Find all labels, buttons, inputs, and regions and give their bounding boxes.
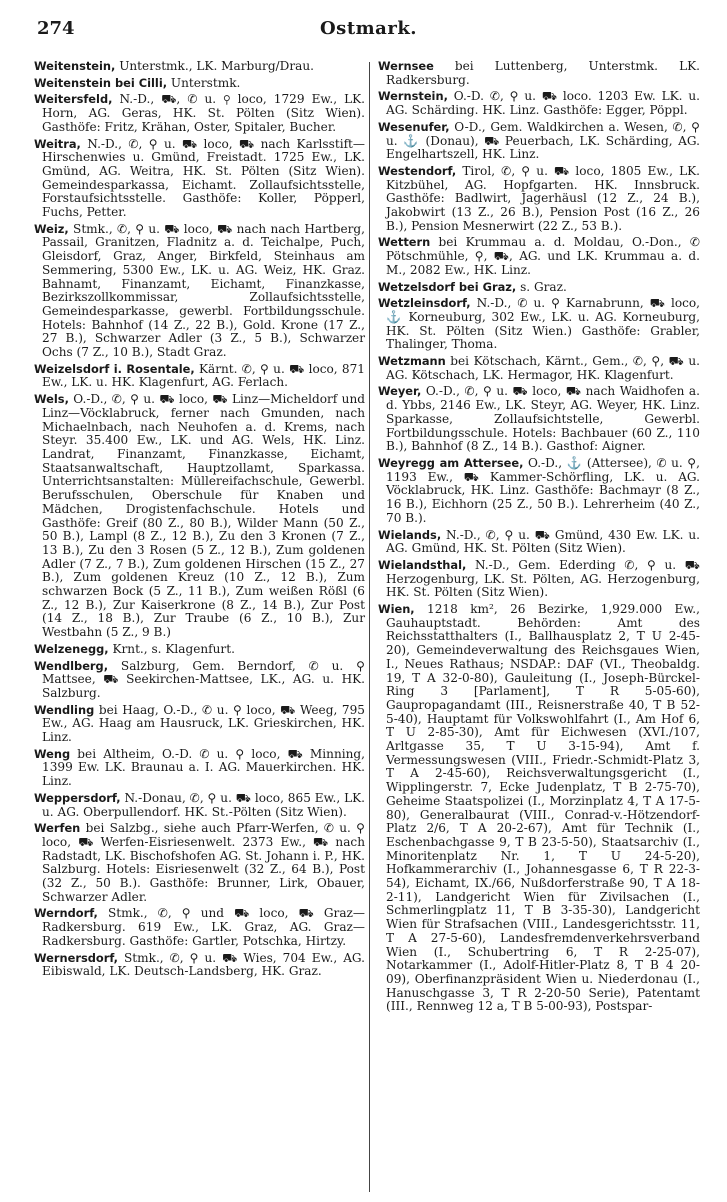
entry-text: 1218 km², 26 Bezirke, 1,929.000 Ew., Gauhauptstadt. Behörden: Amt des Reichsstatthalters (I., Ballhausplatz 2, T U 2-45-20), Gemeindeverwaltung des Reichsgaues Wien, I., Neues Rathaus; NSDAP.: DAF (VI., Theobaldg. 19, T A 32-0-80), Gauleitung (I., Joseph-Bürckel-Ring 3 [Parlament], T R 5-05-60), Gaupropagandamt (III., Reisnerstraße 40, T B 52-5-40), Hauptamt für Volkswohlfahrt (I., Am Hof 6, T U 2-85-30), Amt für Eichwesen (XVI./107, Arltgasse 35, T U 3-15-94), Amt f. Vermessungswesen (VIII., Friedr.-Schmidt-Platz 3, T A 2-45-60), Reichsverwaltungsgericht (I., Wipplingerstr. 7, Ecke Judenplatz, T B 2-75-70), Geheime Staatspolizei (I., Morzinplatz 4, T A 17-5-80), Generalbaurat (VIII., Conrad-v.-Hötzendorf-Platz 2/6, T A 20-2-67), Amt für Technik (I., Eschenbachgasse 9, T B 23-5-50), Staatsarchiv (I., Minoritenplatz Nr. 1, T U 24-5-20), Hofkammerarchiv (I., Johannesgasse 6, T R 22-3-54), Eichamt, IX./66, Nußdorferstraße 90, T A 18-2-11), Landgericht Wien für Zivilsachen (I., Schmerlingplatz 11, T B 3-35-30), Landgericht Wien für Strafsachen (VIII., Landesgerichtsstr. 11, T A 27-5-60), Landesfremdenverkehrsverband Wien (I., Schubertring 6, T R 2-25-07), Notarkammer (I., Adolf-Hitler-Platz 8, T B 4 20-09), Oberfinanzpräsident Wien u. Niederdonau (I., Hanuschgasse 3, T R 2-20-50 Serie), Patentamt (III., Rennweg 12 a, T B 5-00-93), Postspar-	[386, 602, 700, 1014]
entry-headword: Welzenegg,	[34, 641, 109, 656]
entry-text: Stmk., ✆, ⚲ und ⛟ loco, ⛟ Graz—Radkersburg. 619 Ew., LK. Graz, AG. Graz—Radkersburg. Gasthöfe: Gartler, Potschka, Hirtzy.	[42, 906, 365, 948]
entry-text: N.-D., ✆ u. ⚲ Karnabrunn, ⛟ loco, ⚓ Korneuburg, 302 Ew., LK. u. AG. Korneuburg, HK. St. Pölten (Sitz Wien.) Gasthöfe: Grabler, Thalinger, Thoma.	[386, 296, 700, 352]
entry-text: bei Kötschach, Kärnt., Gem., ✆, ⚲, ⛟ u. AG. Kötschach, LK. Hermagor, HK. Klagenfurt.	[386, 354, 700, 382]
entry-headword: Weppersdorf,	[34, 790, 121, 805]
directory-entry	[34, 822, 365, 904]
entry-text: Stmk., ✆, ⚲ u. ⛟ loco, ⛟ nach nach Hartberg, Passail, Granitzen, Fladnitz a. d. Teichalpe, Puch, Gleisdorf, Graz, Anger, Birkfeld, Steinhaus am Semmering, 5300 Ew., LK. u. AG. Weiz, HK. Graz. Bahnamt, Finanzamt, Eichamt, Finanzkasse, Bezirkszollkommissar, Zollaufsichtsstelle, Gemeindesparkasse, gewerbl. Fortbildungsschule. Hotels: Bahnhof (14 Z., 22 B.), Gold. Krone (17 Z., 27 B.), Schwarzer Adler (3 Z., 5 B.), Schwarzer Ochs (7 Z., 10 B.), Stadt Graz.	[42, 221, 365, 360]
directory-entry	[34, 704, 365, 745]
entry-headword: Wesenufer,	[378, 119, 450, 134]
entry-headword: Wernersdorf,	[34, 950, 118, 965]
entry-text: N.-D., ✆, ⚲ u. ⛟ loco, ⛟ nach Karlsstift—Hirschenwies u. Gmünd, Freistadt. 1725 Ew., LK. Gmünd, AG. Weitra, HK. St. Pölten (Sitz Wien). Gemeindesparkassa, Eichamt. Zollaufsichtsstelle, Forstaufsichtsstelle. Gasthöfe: Koller, Pöpperl, Fuchs, Petter.	[42, 136, 365, 220]
entry-headword: Wettern	[378, 235, 431, 250]
directory-entry	[378, 165, 700, 234]
entry-headword: Wetzelsdorf bei Graz,	[378, 279, 517, 294]
directory-entry	[34, 138, 365, 220]
directory-entry	[378, 60, 700, 87]
directory-entry	[34, 792, 365, 819]
directory-entry	[34, 907, 365, 948]
entry-text: Unterstmk.	[167, 75, 241, 90]
entry-text: Krnt., s. Klagenfurt.	[108, 641, 235, 656]
entry-headword: Weiz,	[34, 221, 69, 236]
entry-headword: Wielands,	[378, 527, 442, 542]
entry-text: bei Haag, O.-D., ✆ u. ⚲ loco, ⛟ Weeg, 795 Ew., AG. Haag am Hausruck, LK. Grieskirchen, HK. Linz.	[42, 702, 365, 745]
entry-text: Salzburg, Gem. Berndorf, ✆ u. ⚲ Mattsee, ⛟ Seekirchen-Mattsee, LK., AG. u. HK. Salzburg.	[42, 658, 365, 700]
entry-text: N.-D., ⛟, ✆ u. ⚲ loco, 1729 Ew., LK. Horn, AG. Geras, HK. St. Pölten (Sitz Wien). Gasthöfe: Fritz, Krähan, Oster, Spitaler, Bucher.	[42, 92, 365, 134]
directory-entry	[34, 77, 365, 91]
entry-headword: Weng	[34, 746, 71, 761]
entry-headword: Weitra,	[34, 136, 81, 151]
entry-headword: Weitenstein,	[34, 59, 116, 73]
directory-entry	[378, 559, 700, 600]
entry-text: Stmk., ✆, ⚲ u. ⛟ Wies, 704 Ew., AG. Eibiswald, LK. Deutsch-Landsberg, HK. Graz.	[42, 950, 365, 979]
entry-text: Unterstmk., LK. Marburg/Drau.	[115, 59, 314, 73]
entry-text: O.-D., ✆, ⚲ u. ⛟ loco, ⛟ nach Waidhofen a. d. Ybbs, 2146 Ew., LK. Steyr, AG. Weyer, HK. Linz. Sparkasse, Zollaufsichtstelle, Gewerbl. Fortbildungsschule. Hotels: Bachbauer (60 Z., 110 B.), Bahnhof (8 Z., 14 B.). Gasthof: Aigner.	[386, 384, 700, 454]
directory-entry	[34, 952, 365, 979]
entry-text: O.-D. ✆, ⚲ u. ⛟ loco. 1203 Ew. LK. u. AG. Schärding. HK. Linz. Gasthöfe: Egger, Pöppl.	[386, 89, 700, 118]
entry-text: bei Luttenberg, Unterstmk. LK. Radkersburg.	[386, 59, 700, 87]
entry-headword: Weyer,	[378, 384, 422, 399]
entry-headword: Wetzleinsdorf,	[378, 296, 471, 311]
entry-headword: Werndorf,	[34, 906, 98, 921]
entry-headword: Weitenstein bei Cilli,	[34, 75, 168, 90]
directory-entry	[34, 223, 365, 360]
entry-headword: Wendling	[34, 702, 95, 717]
entry-headword: Wels,	[34, 392, 69, 407]
entry-headword: Wernsee	[378, 59, 434, 73]
entry-headword: Weyregg am Attersee,	[378, 455, 524, 470]
entry-text: N.-Donau, ✆, ⚲ u. ⛟ loco, 865 Ew., LK. u. AG. Oberpullendorf. HK. St.-Pölten (Sitz Wien).	[42, 790, 365, 819]
directory-entry	[378, 457, 700, 526]
entry-headword: Wetzmann	[378, 354, 446, 369]
directory-entry	[378, 90, 700, 117]
directory-entry	[378, 121, 700, 162]
entry-headword: Wernstein,	[378, 89, 448, 104]
directory-entry	[378, 297, 700, 352]
page-number: 274	[37, 18, 75, 39]
right-column	[378, 60, 700, 1017]
entry-text: Kärnt. ✆, ⚲ u. ⛟ loco, 871 Ew., LK. u. HK. Klagenfurt, AG. Ferlach.	[42, 361, 365, 390]
directory-entry	[378, 529, 700, 556]
entry-text: bei Salzbg., siehe auch Pfarr-Werfen, ✆ u. ⚲ loco, ⛟ Werfen-Eisriesenwelt. 2373 Ew., ⛟ nach Radstadt, LK. Bischofshofen AG. St. Johann i. P., HK. Salzburg. Hotels: Eisriesenwelt (32 Z., 64 B.), Post (32 Z., 50 B.). Gasthöfe: Brunner, Lirk, Obauer, Schwarzer Adler.	[42, 821, 365, 904]
entry-text: O.-D., ✆, ⚲ u. ⛟ loco, ⛟ Linz—Micheldorf und Linz—Vöcklabruck, ferner nach Gmunden, nach Michaelnbach, nach Neuhofen a. d. Krems, nach Steyr. 35.400 Ew., LK. und AG. Wels, HK. Linz. Landrat, Finanzamt, Finanzkasse, Eichamt, Staatsanwaltschaft, Hauptzollamt, Sparkassa. Unterrichtsanstalten: Müllereifachschule, Gewerbl. Berufsschulen, Oberschule für Knaben und Mädchen, Drogistenfachschule. Hotels und Gasthöfe: Greif (80 Z., 80 B.), Wilder Mann (50 Z., 50 B.), Lampl (8 Z., 12 B.), Zu den 3 Kronen (7 Z., 13 B.), Zu den 3 Rosen (5 Z., 12 B.), Zum goldenen Adler (7 Z., 7 B.), Zum goldenen Hirschen (15 Z., 27 B.), Zum goldenen Kreuz (10 Z., 12 B.), Zum schwarzen Bock (5 Z., 11 B.), Zum weißen Rößl (6 Z., 12 B.), Zur Kaiserkrone (8 Z., 14 B.), Zur Post (14 Z., 18 B.), Zur Traube (6 Z., 10 B.), Zur Westbahn (5 Z., 9 B.)	[42, 392, 365, 640]
directory-entry	[34, 93, 365, 134]
entry-text: N.-D., ✆, ⚲ u. ⛟ Gmünd, 430 Ew. LK. u. AG. Gmünd, HK. St. Pölten (Sitz Wien).	[386, 527, 700, 556]
left-column	[34, 60, 365, 982]
directory-entry	[378, 603, 700, 1014]
entry-headword: Weitersfeld,	[34, 92, 113, 107]
entry-text: N.-D., Gem. Ederding ✆, ⚲ u. ⛟ Herzogenburg, LK. St. Pölten, AG. Herzogenburg, HK. St. Pölten (Sitz Wien).	[386, 557, 700, 600]
directory-entry	[378, 281, 700, 295]
page-title: Ostmark.	[320, 18, 418, 39]
entry-text: bei Altheim, O.-D. ✆ u. ⚲ loco, ⛟ Minning, 1399 Ew. LK. Braunau a. I. AG. Mauerkirchen. HK. Linz.	[42, 746, 365, 789]
directory-entry	[34, 643, 365, 657]
directory-entry	[378, 355, 700, 382]
entry-text: O-D., Gem. Waldkirchen a. Wesen, ✆, ⚲ u. ⚓ (Donau), ⛟ Peuerbach, LK. Schärding, AG. Engelhartszell, HK. Linz.	[386, 119, 700, 162]
entry-headword: Wendlberg,	[34, 658, 109, 673]
directory-entry	[34, 60, 365, 74]
entry-headword: Weizelsdorf i. Rosentale,	[34, 361, 195, 376]
entry-text: Tirol, ✆, ⚲ u. ⛟ loco, 1805 Ew., LK. Kitzbühel, AG. Hopfgarten. HK. Innsbruck. Gasthöfe: Badlwirt, Jagerhäusl (12 Z., 24 B.), Jakobwirt (13 Z., 26 B.), Pension Post (16 Z., 26 B.), Pension Mesnerwirt (22 Z., 53 B.).	[386, 163, 700, 233]
entry-text: s. Graz.	[516, 279, 567, 294]
directory-entry	[34, 393, 365, 640]
entry-headword: Wien,	[378, 602, 415, 617]
directory-entry	[378, 385, 700, 454]
page-header	[0, 0, 727, 50]
entry-headword: Westendorf,	[378, 163, 457, 178]
entry-headword: Wielandsthal,	[378, 557, 467, 572]
directory-entry	[34, 748, 365, 789]
entry-text: bei Krummau a. d. Moldau, O.-Don., ✆ Pötschmühle, ⚲, ⛟, AG. und LK. Krummau a. d. M., 2082 Ew., HK. Linz.	[386, 235, 700, 277]
directory-entry	[378, 236, 700, 277]
directory-entry	[34, 363, 365, 390]
entry-headword: Werfen	[34, 821, 81, 836]
entry-text: O.-D., ⚓ (Attersee), ✆ u. ⚲, 1193 Ew., ⛟ Kammer-Schörfling, LK. u. AG. Vöcklabruck, HK. Linz. Gasthöfe: Bachmayr (8 Z., 16 B.), Eichhorn (25 Z., 50 B.). Lehrerheim (40 Z., 70 B.).	[386, 455, 700, 525]
directory-entry	[34, 660, 365, 701]
column-divider	[369, 62, 370, 1192]
